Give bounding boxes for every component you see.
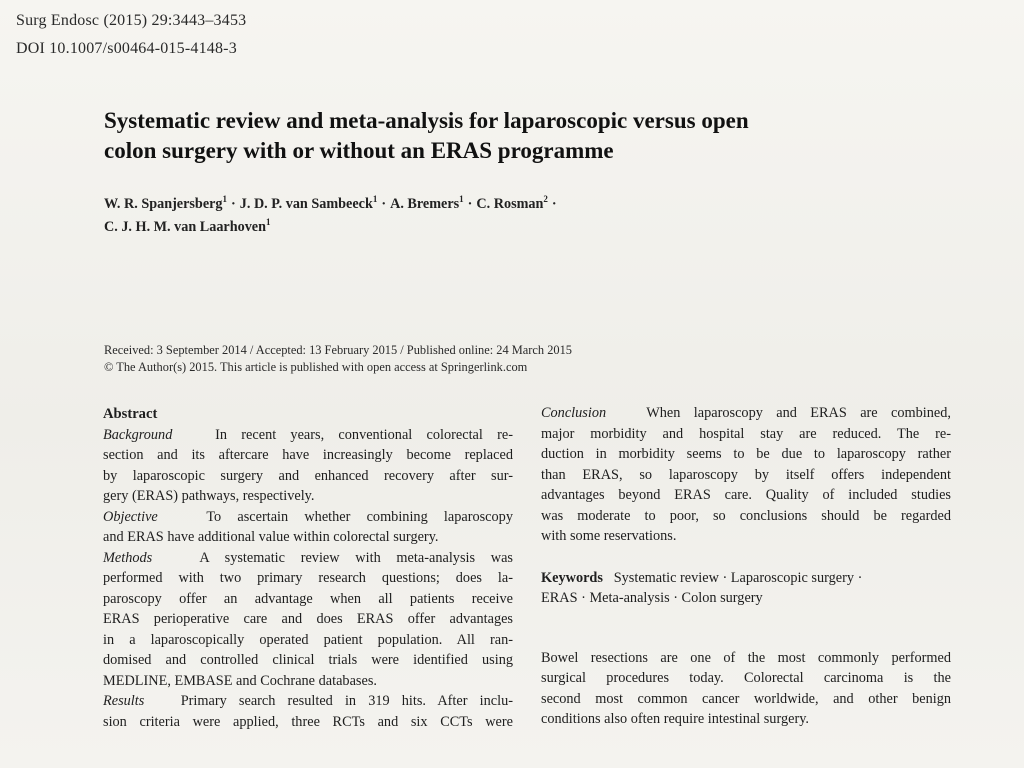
author-name: J. D. P. van Sambeeck <box>239 196 373 212</box>
copyright-line: © The Author(s) 2015. This article is published with open access at Springerlink.com <box>104 360 528 374</box>
abstract-line: gery (ERAS) pathways, respectively. <box>103 488 315 504</box>
abstract-line: Methods A systematic review with meta-analysis was <box>103 549 513 566</box>
author-list <box>104 193 924 239</box>
abstract-line: and ERAS have additional value within colorectal surgery. <box>103 529 439 545</box>
abstract-line: Objective To ascertain whether combining laparoscopy <box>103 508 513 525</box>
abstract-line: domised and controlled clinical trials were identified using <box>103 652 513 668</box>
author-name: A. Bremers <box>390 196 460 212</box>
keywords-line: ERAS · Meta-analysis · Colon surgery <box>541 590 763 606</box>
author-affiliation: 1 <box>222 194 228 204</box>
intro-line: surgical procedures today. Colorectal carcinoma is the <box>541 670 951 686</box>
dates-line: Received: 3 September 2014 / Accepted: 13 February 2015 / Published online: 24 March 2015 <box>104 343 572 357</box>
author-separator: · <box>551 196 557 212</box>
keywords-line: Keywords Systematic review · Laparoscopic surgery · <box>541 569 863 586</box>
page-bottom-fade <box>0 738 1024 768</box>
article-title <box>104 106 904 166</box>
doi-line: DOI 10.1007/s00464-015-4148-3 <box>16 40 237 57</box>
journal-citation: Surg Endosc (2015) 29:3443–3453 <box>16 12 247 29</box>
results-label: Results <box>103 693 145 709</box>
author-line-2 <box>104 216 924 239</box>
abstract-line: Results Primary search resulted in 319 hits. After inclu- <box>103 693 513 709</box>
author-affiliation: 1 <box>265 217 271 227</box>
author-line-1 <box>104 193 924 216</box>
author-separator: · <box>381 196 387 212</box>
intro-line: Bowel resections are one of the most commonly performed <box>541 649 951 666</box>
intro-line: second most common cancer worldwide, and other benign <box>541 690 951 707</box>
abstract-line: ERAS perioperative care and does ERAS offer advantages <box>103 611 513 627</box>
objective-label: Objective <box>103 508 158 525</box>
abstract-line: sion criteria were applied, three RCTs and six CCTs were <box>103 713 513 730</box>
methods-label: Methods <box>103 549 153 566</box>
publication-dates <box>104 342 572 376</box>
author-affiliation: 1 <box>459 194 464 204</box>
abstract-line: than ERAS, so laparoscopy by itself offers independent <box>541 466 951 483</box>
author-name: W. R. Spanjersberg <box>104 196 223 212</box>
author-name: C. J. H. M. van Laarhoven <box>104 219 266 235</box>
intro-line: conditions also often require intestinal surgery. <box>541 711 810 727</box>
author-affiliation: 1 <box>372 194 378 204</box>
abstract-line: Conclusion When laparoscopy and ERAS are combined, <box>541 405 951 421</box>
conclusion-label: Conclusion <box>541 405 607 421</box>
abstract-left-column <box>103 404 513 732</box>
abstract-line: paroscopy offer an advantage when all patients receive <box>103 590 513 607</box>
abstract-line: major morbidity and hospital stay are reduced. The re- <box>541 425 951 442</box>
abstract-line: with some reservations. <box>541 528 677 544</box>
author-separator: · <box>231 196 236 212</box>
abstract-line: was moderate to poor, so conclusions should be regarded <box>541 507 951 524</box>
abstract-line: advantages beyond ERAS care. Quality of included studies <box>541 487 951 503</box>
abstract-line: MEDLINE, EMBASE and Cochrane databases. <box>103 672 377 689</box>
abstract-line: section and its aftercare have increasingly become replaced <box>103 447 513 463</box>
spacer <box>541 609 951 648</box>
keywords-label: Keywords <box>541 569 603 586</box>
abstract-right-column <box>541 403 951 730</box>
abstract-line: by laparoscopic surgery and enhanced recovery after sur- <box>103 467 513 484</box>
background-label: Background <box>103 426 173 443</box>
author-name: C. Rosman <box>476 196 544 212</box>
abstract-line: duction in morbidity seems to be due to laparoscopy rather <box>541 446 951 462</box>
abstract-line: in a laparoscopically operated patient population. All ran- <box>103 631 513 648</box>
spacer <box>541 547 951 568</box>
title-line-1: Systematic review and meta-analysis for laparoscopic versus open <box>104 108 749 133</box>
abstract-line: performed with two primary research questions; does la- <box>103 570 513 586</box>
author-affiliation: 2 <box>543 194 548 204</box>
title-line-2: colon surgery with or without an ERAS programme <box>104 138 614 163</box>
author-separator: · <box>467 196 473 212</box>
abstract-line: Background In recent years, conventional colorectal re- <box>103 426 513 443</box>
abstract-heading: Abstract <box>103 406 158 422</box>
